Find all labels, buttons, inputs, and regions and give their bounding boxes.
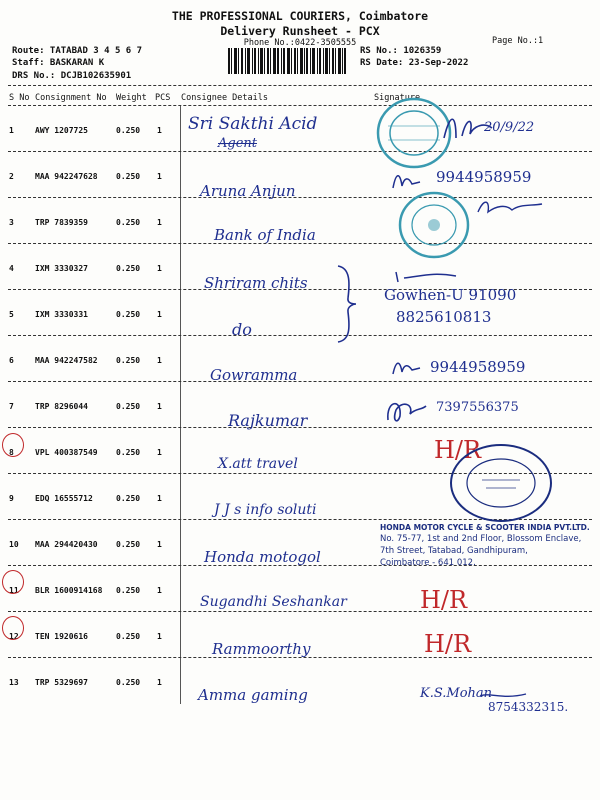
row-consignment: VPL 400387549 (35, 448, 98, 457)
consignee-handwriting: Sri Sakthi Acid (188, 114, 318, 134)
row-consignment: IXM 3330327 (35, 264, 88, 273)
route-label: Route: TATABAD 3 4 5 6 7 (12, 46, 143, 56)
red-circle-mark (2, 616, 24, 640)
row-sno: 10 (9, 540, 19, 549)
row-consignment: TRP 5329697 (35, 678, 88, 687)
signature-phone: 8825610813 (396, 308, 492, 326)
page-number: Page No.:1 (492, 36, 544, 46)
row-consignment: BLR 1600914168 (35, 586, 103, 595)
row-sno: 2 (9, 172, 14, 181)
red-circle-mark (2, 433, 24, 457)
red-circle-mark (2, 570, 24, 594)
consignee-handwriting: Gowramma (210, 366, 298, 384)
consignee-handwriting: Rammoorthy (212, 640, 311, 658)
row-consignment: TEN 1920616 (35, 632, 88, 641)
hold-return-mark: H/R (424, 630, 472, 658)
row-sno: 11 (9, 586, 19, 595)
row-sno: 8 (9, 448, 14, 457)
row-pcs: 1 (157, 126, 162, 135)
consignee-handwriting: J J s info soluti (214, 502, 317, 518)
signature-name: K.S.Mohan (420, 686, 493, 701)
row-consignment: TRP 7839359 (35, 218, 88, 227)
row-weight: 0.250 (116, 448, 141, 457)
consignee-handwriting: Bank of India (214, 226, 316, 244)
row-pcs: 1 (157, 632, 162, 641)
hold-return-mark: H/R (420, 586, 468, 614)
col-consignment: Consignment No (35, 93, 107, 103)
row-consignment: MAA 294420430 (35, 540, 98, 549)
staff-label: Staff: BASKARAN K (12, 58, 105, 68)
header-top-rule (8, 85, 592, 86)
consignee-handwriting: Rajkumar (228, 411, 308, 430)
row-pcs: 1 (157, 494, 162, 503)
honda-stamp-title: HONDA MOTOR CYCLE & SCOOTER INDIA PVT.LTD. (380, 523, 590, 532)
row-consignment: IXM 3330331 (35, 310, 88, 319)
barcode (228, 48, 346, 74)
honda-stamp-address: 7th Street, Tatabad, Gandhipuram, (380, 546, 528, 556)
runsheet-subtitle: Delivery Runsheet - PCX (220, 24, 380, 38)
row-weight: 0.250 (116, 310, 141, 319)
signature-phone: 8754332315. (488, 700, 569, 714)
row-sno: 3 (9, 218, 14, 227)
row-pcs: 1 (157, 356, 162, 365)
row-weight: 0.250 (116, 632, 141, 641)
row-consignment: TRP 8296044 (35, 402, 88, 411)
col-sno: S No (9, 93, 30, 103)
row-sno: 13 (9, 678, 19, 687)
row-pcs: 1 (157, 264, 162, 273)
row-pcs: 1 (157, 540, 162, 549)
row-weight: 0.250 (116, 172, 141, 181)
row-weight: 0.250 (116, 356, 141, 365)
row-sno: 7 (9, 402, 14, 411)
row-consignment: AWY 1207725 (35, 126, 88, 135)
row-weight: 0.250 (116, 218, 141, 227)
signature-scribble (476, 196, 546, 218)
consignee-handwriting: Amma gaming (198, 686, 308, 704)
consignee-handwriting: Agent (218, 136, 257, 151)
row-pcs: 1 (157, 310, 162, 319)
row-sno: 9 (9, 494, 14, 503)
signature-phone: 9944958959 (436, 168, 532, 186)
brace-mark (334, 262, 360, 346)
consignee-handwriting: Honda motogol (204, 548, 321, 566)
row-weight: 0.250 (116, 678, 141, 687)
row-pcs: 1 (157, 586, 162, 595)
consignee-handwriting: do (232, 320, 252, 339)
company-seal-stamp (446, 440, 556, 526)
row-sno: 6 (9, 356, 14, 365)
honda-stamp-address: Coimbatore - 641 012. (380, 558, 476, 568)
honda-stamp-address: No. 75-77, 1st and 2nd Floor, Blossom Enclave, (380, 534, 582, 544)
col-consignee: Consignee Details (181, 93, 268, 103)
consignee-handwriting: Shriram chits (204, 274, 308, 292)
rs-date: RS Date: 23-Sep-2022 (360, 58, 469, 68)
row-weight: 0.250 (116, 264, 141, 273)
row-sno: 5 (9, 310, 14, 319)
row-sno: 1 (9, 126, 14, 135)
col-pcs: PCS (155, 93, 171, 103)
signature-scribble (390, 356, 424, 378)
row-weight: 0.250 (116, 494, 141, 503)
col-signature: Signature (374, 93, 421, 103)
signature-name: Gowhen-U 91090 (384, 286, 517, 304)
row-weight: 0.250 (116, 402, 141, 411)
row-pcs: 1 (157, 448, 162, 457)
row-pcs: 1 (157, 172, 162, 181)
row-sno: 12 (9, 632, 19, 641)
row-consignment: EDQ 16555712 (35, 494, 93, 503)
signature-phone: 7397556375 (436, 400, 519, 415)
drs-label: DRS No.: DCJB102635901 (12, 71, 132, 81)
signature-date: 20/9/22 (484, 120, 535, 135)
row-pcs: 1 (157, 678, 162, 687)
row-weight: 0.250 (116, 586, 141, 595)
consignee-handwriting: Sugandhi Seshankar (200, 594, 347, 610)
row-pcs: 1 (157, 402, 162, 411)
row-weight: 0.250 (116, 126, 141, 135)
company-title: THE PROFESSIONAL COURIERS, Coimbatore (171, 9, 429, 23)
consignee-handwriting: X.att travel (218, 456, 298, 472)
signature-scribble (390, 168, 424, 192)
phone-number: Phone No.:0422-3505555 (243, 38, 357, 48)
col-weight: Weight (116, 93, 147, 103)
signature-scribble (384, 396, 428, 426)
signature-phone: 9944958959 (430, 358, 526, 376)
hold-return-mark: H/R (434, 436, 482, 464)
consignee-handwriting: Aruna Anjun (200, 182, 296, 200)
signature-scribble (392, 268, 462, 288)
row-sno: 4 (9, 264, 14, 273)
row-pcs: 1 (157, 218, 162, 227)
rs-number: RS No.: 1026359 (360, 46, 442, 56)
row-weight: 0.250 (116, 540, 141, 549)
row-consignment: MAA 942247582 (35, 356, 98, 365)
bank-seal-stamp (396, 190, 472, 260)
row-consignment: MAA 942247628 (35, 172, 98, 181)
